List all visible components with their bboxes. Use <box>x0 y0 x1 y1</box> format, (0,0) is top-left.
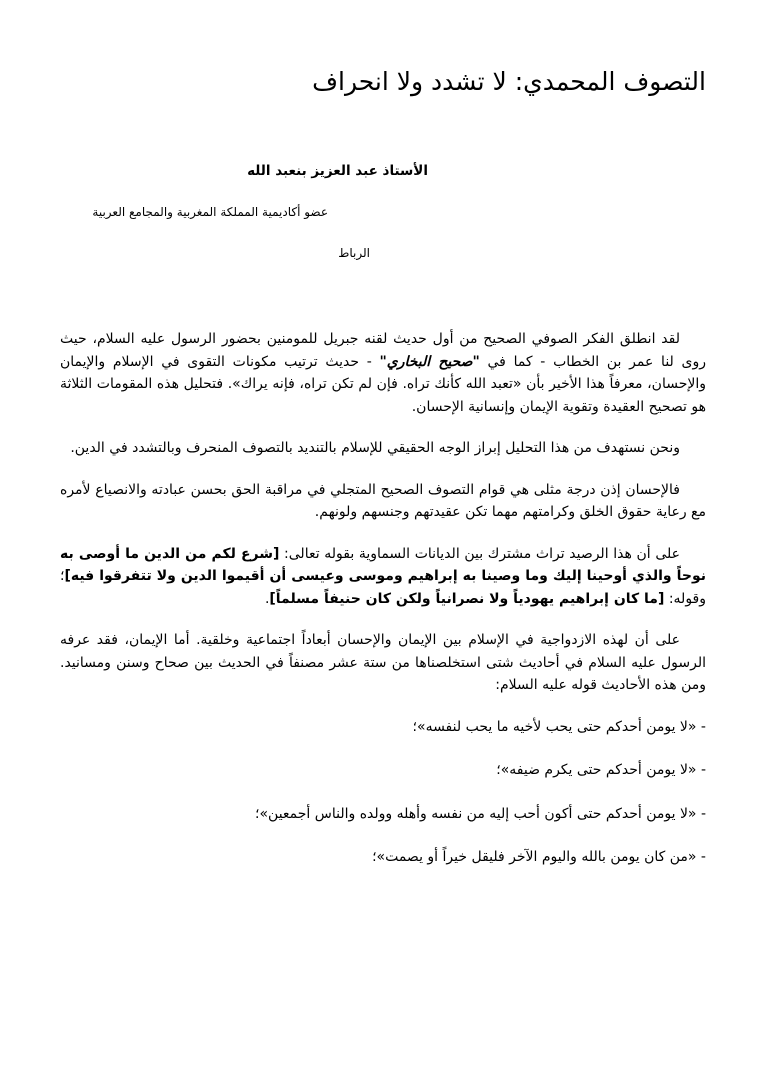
hadith-item: - «من كان يومن بالله واليوم الآخر فليقل خيراً أو يصمت»؛ <box>372 849 706 865</box>
author-name: الأستاذ عبد العزيز بنعبد الله <box>247 163 428 179</box>
quran-verse-2: [ما كان إبراهيم يهودياً ولا نصرانياً ولكن كان حنيفاً مسلماً] <box>269 590 665 607</box>
paragraph-4-part-c: . <box>264 590 270 607</box>
book-title-sahih-bukhari: "صحيح البخاري" <box>379 353 480 370</box>
hadith-item: - «لا يومن أحدكم حتى يحب لأخيه ما يحب لنفسه»؛ <box>412 718 706 735</box>
paragraph-1 <box>60 328 706 418</box>
article-body <box>60 328 706 890</box>
paragraph-1-part-b: - حديث ترتيب مكونات التقوى في الإسلام والإيمان والإحسان، معرفاً هذا الأخير بأن «تعبد الله كأنك تراه. فإن لم تكن تراه، فإنه يراك». فتحليل هذه المقومات الثلاثة هو تصحيح العقيدة وتقوية الإيمان وإنسانية الإحسان. <box>60 353 706 415</box>
paragraph-5: على أن لهذه الازدواجية في الإسلام بين الإيمان والإحسان أبعاداً اجتماعية وخلقية. أما الإيمان، فقد عرفه الرسول عليه السلام في أحاديث شتى استخلصناها من ستة عشر مصنفاً في الحديث بين صحاح وسنن ومسانيد. ومن هذه الأحاديث قوله عليه السلام: <box>60 632 706 693</box>
paragraph-2: ونحن نستهدف من هذا التحليل إبراز الوجه الحقيقي للإسلام بالتنديد بالتصوف المنحرف وبالتشدد في الدين. <box>70 440 680 456</box>
quran-verse-1: [شرع لكم من الدين ما أوصى به نوحاً والذي أوحينا إليك وما وصينا به إبراهيم وموسى وعيسى أن أقيموا الدين ولا تتفرقوا فيه] <box>60 545 706 584</box>
author-affiliation: عضو أكاديمية المملكة المغربية والمجامع العربية <box>92 205 328 219</box>
paragraph-4 <box>60 543 706 611</box>
page-title: التصوف المحمدي: لا تشدد ولا انحراف <box>312 67 706 96</box>
author-city: الرباط <box>338 246 370 260</box>
paragraph-3: فالإحسان إذن درجة مثلى هي قوام التصوف الصحيح المتجلي في مراقبة الحق بحسن عبادته والانصياع لأمره مع رعاية حقوق الخلق وكرامتهم مهما تكن عقيدتهم وجنسهم ولونهم. <box>60 481 706 520</box>
paragraph-4-part-a: على أن هذا الرصيد تراث مشترك بين الديانات السماوية بقوله تعالى: <box>279 545 680 562</box>
paragraph-1-part-a: لقد انطلق الفكر الصوفي الصحيح من أول حديث لقنه جبريل للمومنين بحضور الرسول عليه السلام، حيث روى لنا عمر بن الخطاب - كما في <box>60 331 706 370</box>
hadith-item: - «لا يومن أحدكم حتى يكرم ضيفه»؛ <box>496 762 706 778</box>
hadith-item: - «لا يومن أحدكم حتى أكون أحب إليه من نفسه وأهله وولده والناس أجمعين»؛ <box>255 805 706 822</box>
paragraph-4-part-b: ؛ وقوله: <box>60 568 706 607</box>
